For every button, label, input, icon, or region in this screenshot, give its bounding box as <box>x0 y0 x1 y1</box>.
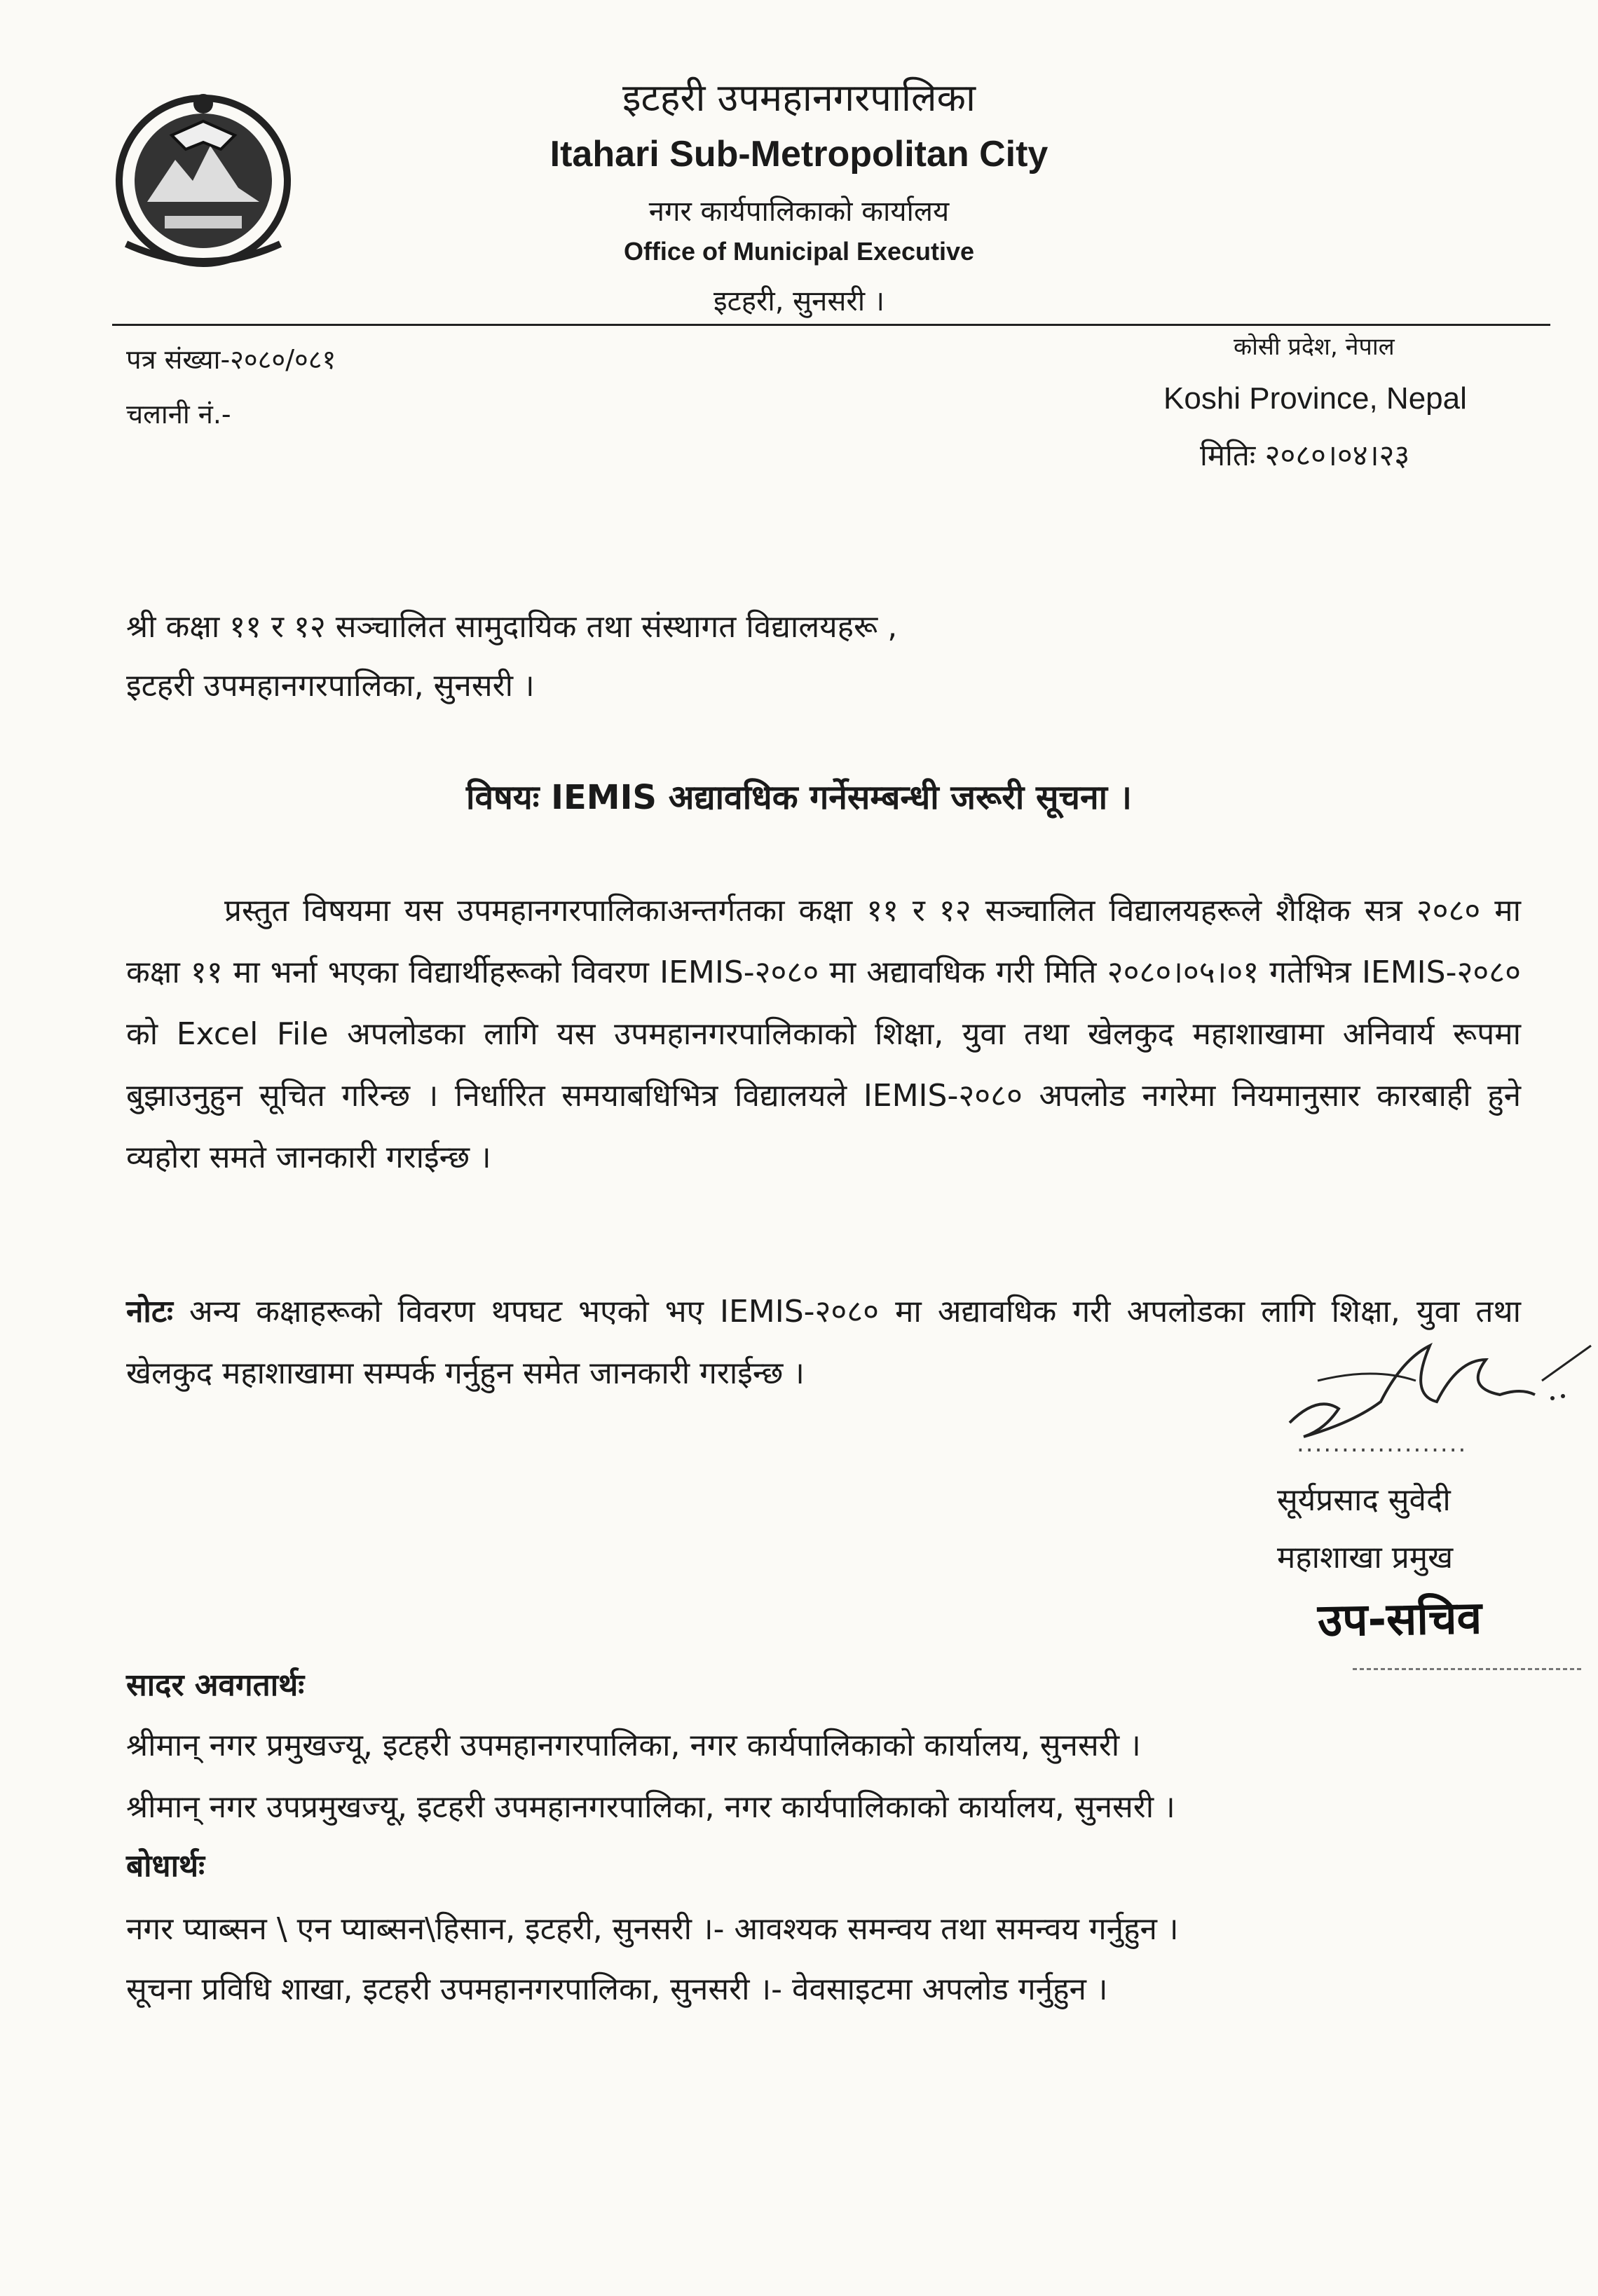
letter-subject: विषयः IEMIS अद्यावधिक गर्नेसम्बन्धी जरूरी सूचना । <box>466 778 1132 817</box>
letter-date: मितिः २०८०।०४।२३ <box>1200 438 1410 472</box>
info-item: सूचना प्रविधि शाखा, इटहरी उपमहानगरपालिका, सुनसरी ।- वेवसाइटमा अपलोड गर्नुहुन । <box>126 1972 1108 2007</box>
note-label: नोटः <box>126 1294 173 1330</box>
designation-stamp: उप-सचिव <box>1317 1592 1482 1648</box>
office-type-nepali: नगर कार्यपालिकाको कार्यालय <box>648 196 950 228</box>
info-item: नगर प्याब्सन \ एन प्याब्सन\हिसान, इटहरी, सुनसरी ।- आवश्यक समन्वय तथा समन्वय गर्नुहुन । <box>126 1911 1179 1947</box>
signer-name: सूर्यप्रसाद सुवेदी <box>1277 1482 1451 1518</box>
signer-title: महाशाखा प्रमुख <box>1277 1540 1454 1576</box>
recipient-line-1: श्री कक्षा ११ र १२ सञ्चालित सामुदायिक तथा संस्थागत विद्यालयहरू , <box>126 609 898 645</box>
province-english: Koshi Province, Nepal <box>1163 381 1467 416</box>
office-name-english: Itahari Sub-Metropolitan City <box>549 134 1049 175</box>
letter-number: पत्र संख्या-२०८०/०८१ <box>126 344 336 375</box>
signature-line: ................... <box>1297 1430 1468 1458</box>
cc-item: श्रीमान् नगर प्रमुखज्यू, इटहरी उपमहानगरपालिका, नगर कार्यपालिकाको कार्यालय, सुनसरी । <box>126 1728 1141 1763</box>
office-place: इटहरी, सुनसरी । <box>713 285 885 317</box>
office-type-english: Office of Municipal Executive <box>623 237 975 266</box>
cc-item: श्रीमान् नगर उपप्रमुखज्यू, इटहरी उपमहानगरपालिका, नगर कार्यपालिकाको कार्यालय, सुनसरी । <box>126 1789 1175 1825</box>
body-paragraph: प्रस्तुत विषयमा यस उपमहानगरपालिकाअन्तर्गतका कक्षा ११ र १२ सञ्चालित विद्यालयहरूले शैक्षिक सत्र २०८० मा कक्षा ११ मा भर्ना भएका विद्यार्थीहरूको विवरण IEMIS-२०८० मा अद्यावधिक गरी मिति २०८०।०५।०१ गतेभित्र IEMIS-२०८० को Excel File अपलोडका लागि यस उपमहानगरपालिकाको शिक्षा, युवा तथा खेलकुद महाशाखामा अनिवार्य रूपमा बुझाउनुहुन सूचित गरिन्छ । निर्धारित समयाबधिभित्र विद्यालयले IEMIS-२०८० अपलोड नगरेमा नियमानुसार कारबाही हुने व्यहोरा समते जानकारी गराईन्छ । <box>126 893 1521 1175</box>
header-divider <box>112 324 1550 326</box>
stamp-underline <box>1353 1668 1584 1670</box>
province-nepali: कोसी प्रदेश, नेपाल <box>1234 333 1395 361</box>
dispatch-number: चलानी नं.- <box>126 399 231 430</box>
note-text: अन्य कक्षाहरूको विवरण थपघट भएको भए IEMIS-२०८० मा अद्यावधिक गरी अपलोडका लागि शिक्षा, युवा तथा खेलकुद महाशाखामा सम्पर्क गर्नुहुन समेत जानकारी गराईन्छ । <box>126 1294 1521 1391</box>
cc-heading: सादर अवगतार्थः <box>126 1667 305 1703</box>
office-name-nepali: इटहरी उपमहानगरपालिका <box>622 76 976 120</box>
recipient-line-2: इटहरी उपमहानगरपालिका, सुनसरी । <box>126 668 535 704</box>
info-heading: बोधार्थः <box>126 1848 205 1884</box>
